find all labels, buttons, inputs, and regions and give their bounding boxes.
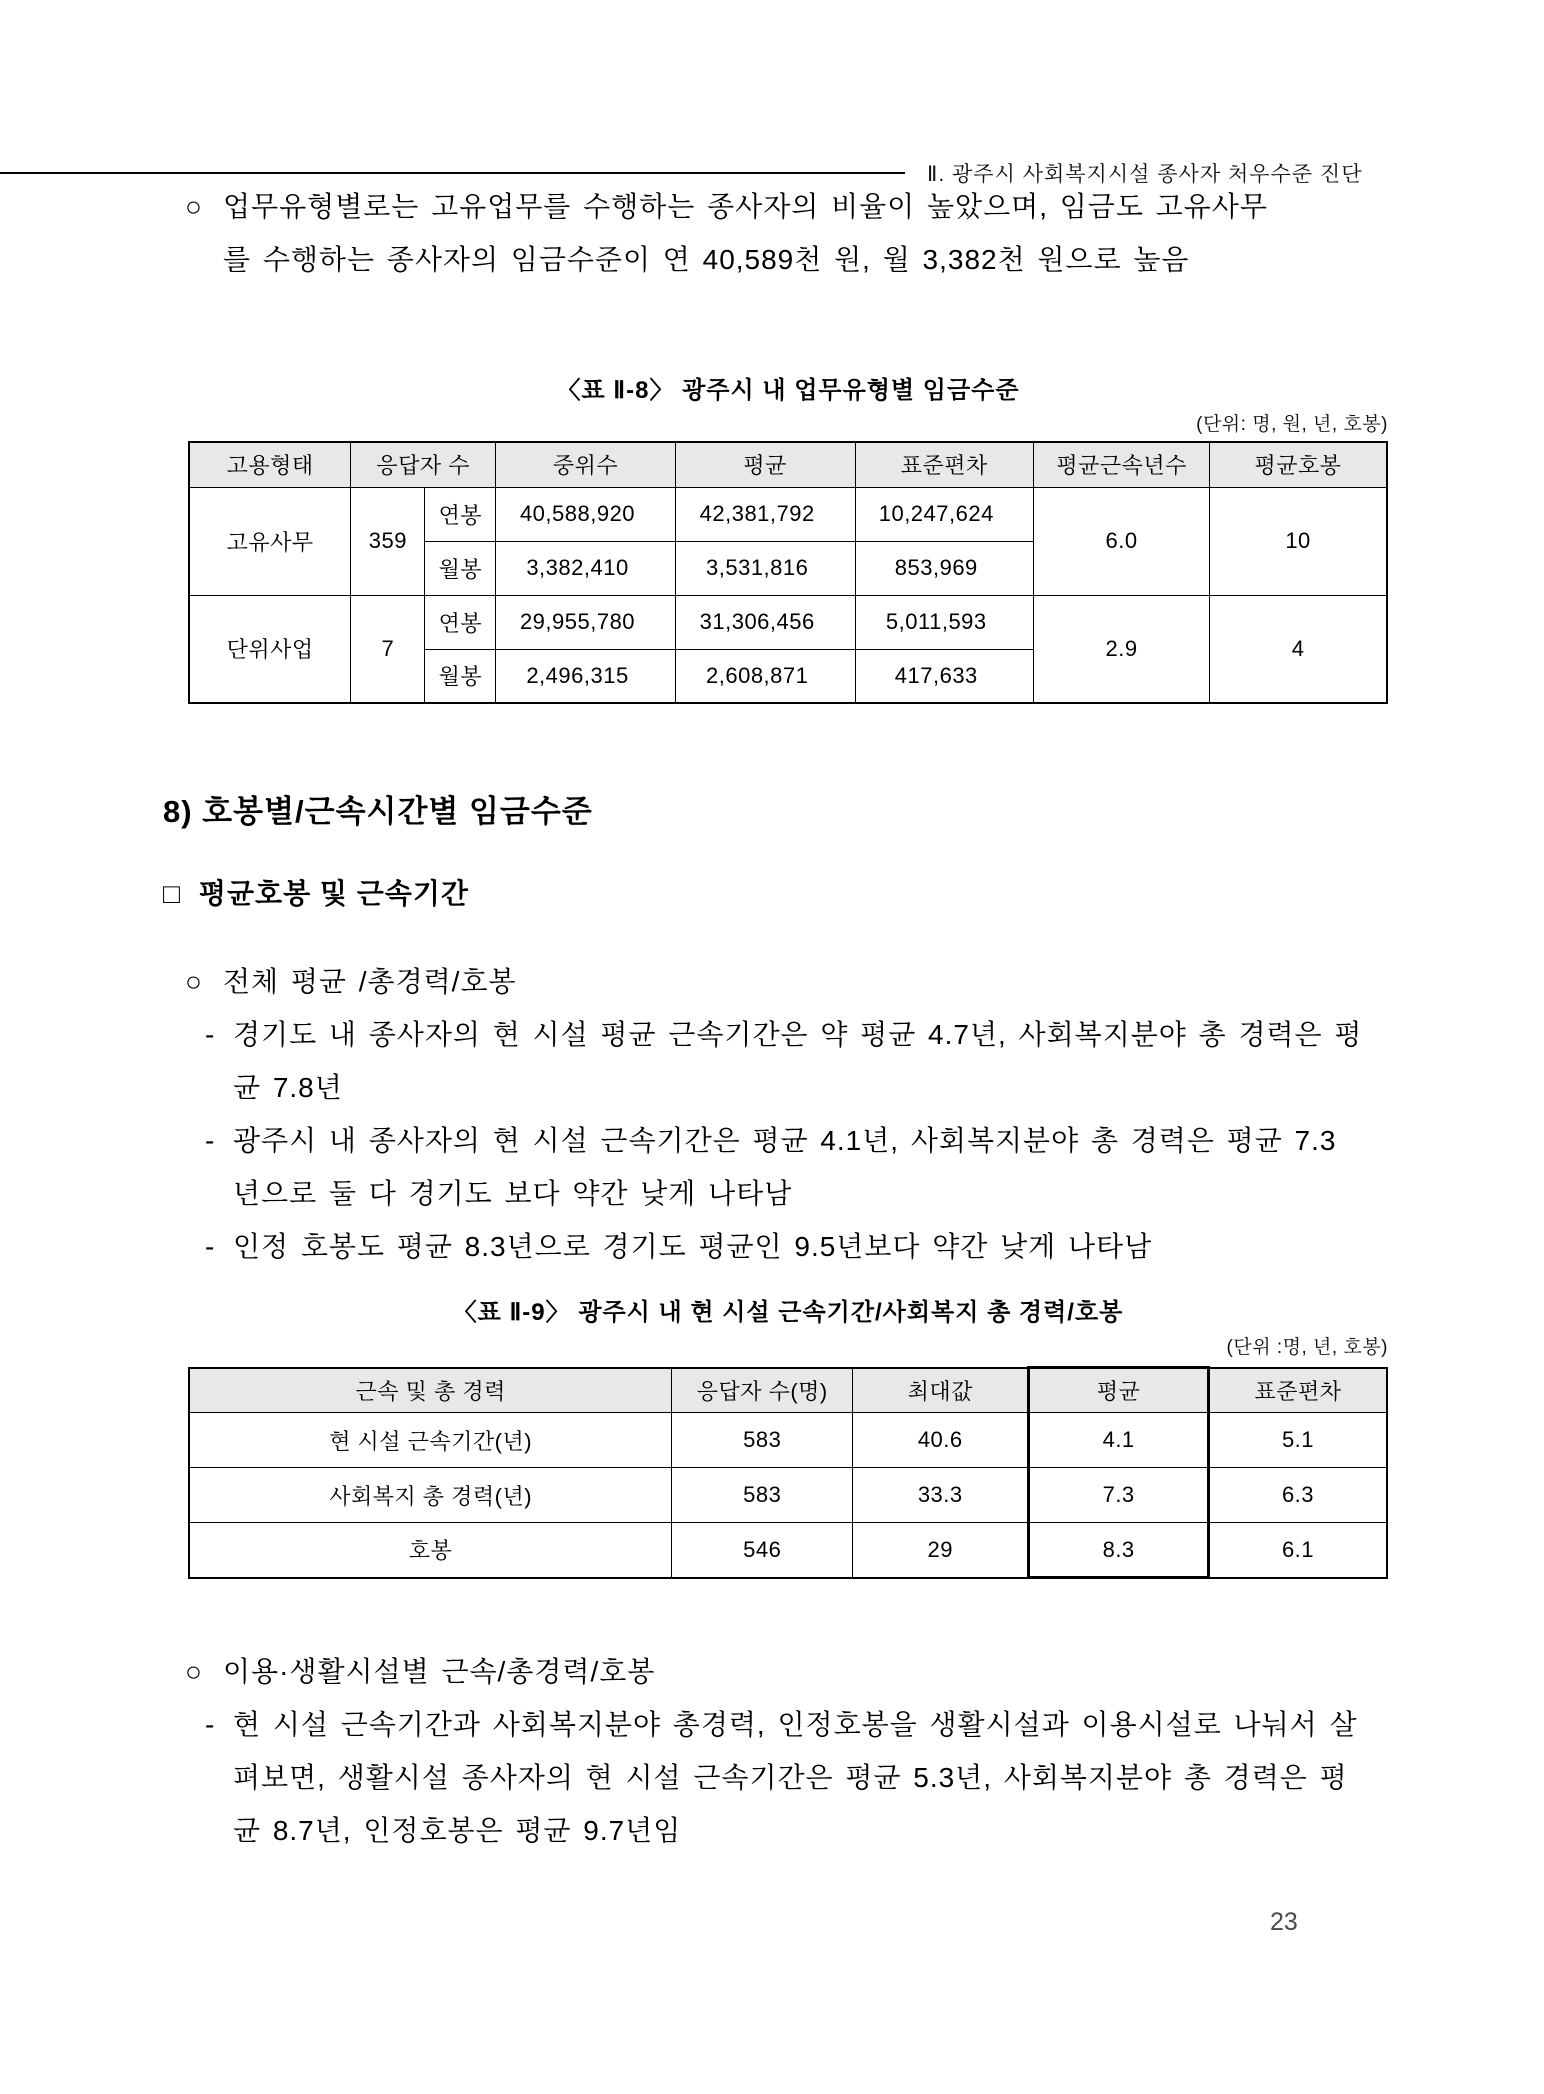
dash-item-text: 경기도 내 종사자의 현 시설 평균 근속기간은 약 평균 4.7년, 사회복지분야 총 경력은 평균 7.8년 (233, 1019, 1363, 1103)
t8-mean-monthly-1: 3,531,816 (675, 541, 855, 595)
dash-item-gwangjusi (205, 1114, 1390, 1220)
t9-h-respondents: 응답자 수(명) (672, 1368, 853, 1413)
t8-h-avg-step: 평균호봉 (1210, 442, 1387, 487)
t8-mean-monthly-2: 2,608,871 (675, 649, 855, 703)
table9-row-step (189, 1523, 1387, 1578)
t9-h-stdev: 표준편차 (1208, 1368, 1387, 1413)
t8-label-monthly-1: 월봉 (425, 541, 496, 595)
t8-stdev-monthly-2: 417,633 (855, 649, 1034, 703)
t8-tenure-1: 6.0 (1034, 487, 1210, 595)
t8-tenure-2: 2.9 (1034, 595, 1210, 703)
table9-header-row (189, 1368, 1387, 1413)
t9-cell-mean: 8.3 (1029, 1523, 1209, 1578)
facility-bullet-text: 이용·생활시설별 근속/총경력/호봉 (223, 1656, 656, 1687)
sub-heading-avg-step (163, 872, 469, 912)
t8-respondents-1: 359 (351, 487, 425, 595)
table8-header-row (189, 442, 1387, 487)
dash-item-text: 인정 호봉도 평균 8.3년으로 경기도 평균인 9.5년보다 약간 낮게 나타남 (233, 1231, 1153, 1262)
dash-bullet-marker: - (205, 1019, 216, 1050)
dash-bullet-marker: - (205, 1231, 216, 1262)
sub-heading-text: 평균호봉 및 근속기간 (198, 878, 469, 909)
t8-stdev-annual-1: 10,247,624 (855, 487, 1034, 541)
t9-cell: 33.3 (853, 1468, 1029, 1523)
t8-h-median: 중위수 (496, 442, 676, 487)
t8-h-mean: 평균 (675, 442, 855, 487)
t9-cell: 6.3 (1208, 1468, 1387, 1523)
t9-cell: 546 (672, 1523, 853, 1578)
intro-bullet (185, 180, 1390, 286)
dash-item-gyeonggido (205, 1008, 1390, 1114)
header-rule (0, 172, 905, 174)
t9-cell: 5.1 (1208, 1413, 1387, 1468)
intro-bullet-text: 업무유형별로는 고유업무를 수행하는 종사자의 비율이 높았으며, 임금도 고유사무를 수행하는 종사자의 임금수준이 연 40,589천 원, 월 3,382천 원으로 높음 (223, 191, 1268, 275)
facility-bullet (185, 1645, 1390, 1698)
dash-item-text: 광주시 내 종사자의 현 시설 근속기간은 평균 4.1년, 사회복지분야 총 경력은 평균 7.3년으로 둘 다 경기도 보다 약간 낮게 나타남 (233, 1125, 1337, 1209)
t8-respondents-2: 7 (351, 595, 425, 703)
t8-step-2: 4 (1210, 595, 1387, 703)
t8-stdev-annual-2: 5,011,593 (855, 595, 1034, 649)
t9-cell: 사회복지 총 경력(년) (189, 1468, 672, 1523)
t8-h-employment-type: 고용형태 (189, 442, 351, 487)
t8-label-annual-2: 연봉 (425, 595, 496, 649)
t9-cell: 호봉 (189, 1523, 672, 1578)
t8-type-1: 고유사무 (189, 487, 351, 595)
t8-label-monthly-2: 월봉 (425, 649, 496, 703)
chapter-title: Ⅱ. 광주시 사회복지시설 종사자 처우수준 진단 (927, 163, 1363, 186)
circle-bullet-marker: ○ (185, 1656, 203, 1687)
t8-label-annual-1: 연봉 (425, 487, 496, 541)
t8-type-2: 단위사업 (189, 595, 351, 703)
dash-item-facility (205, 1698, 1390, 1857)
page-number: 23 (1270, 1908, 1298, 1936)
table-wage-by-worktype (188, 441, 1388, 704)
t8-mean-annual-2: 31,306,456 (675, 595, 855, 649)
dash-item-text: 현 시설 근속기간과 사회복지분야 총경력, 인정호봉을 생활시설과 이용시설로 나눠서 살펴보면, 생활시설 종사자의 현 시설 근속기간은 평균 5.3년, 사회복지분야 총 경력은 평균 8.7년, 인정호봉은 평균 9.7년임 (233, 1709, 1358, 1846)
t8-h-stdev: 표준편차 (855, 442, 1034, 487)
t8-h-respondents: 응답자 수 (351, 442, 496, 487)
table8-title: 〈표 Ⅱ-8〉 광주시 내 업무유형별 임금수준 (556, 377, 1020, 404)
t9-h-max: 최대값 (853, 1368, 1029, 1413)
t8-stdev-monthly-1: 853,969 (855, 541, 1034, 595)
circle-bullet-marker: ○ (185, 966, 203, 997)
table8-row-gogyusamu-annual (189, 487, 1387, 541)
table9-row-career (189, 1468, 1387, 1523)
t8-median-monthly-2: 2,496,315 (496, 649, 676, 703)
table-tenure-career-step (188, 1366, 1388, 1579)
t8-median-annual-2: 29,955,780 (496, 595, 676, 649)
t8-median-monthly-1: 3,382,410 (496, 541, 676, 595)
dash-bullet-marker: - (205, 1709, 216, 1740)
t9-cell-mean: 4.1 (1029, 1413, 1209, 1468)
dash-item-hobong (205, 1220, 1390, 1273)
total-average-bullet-text: 전체 평균 /총경력/호봉 (223, 966, 517, 997)
t9-cell: 40.6 (853, 1413, 1029, 1468)
t8-mean-annual-1: 42,381,792 (675, 487, 855, 541)
t9-cell: 6.1 (1208, 1523, 1387, 1578)
table9-row-tenure (189, 1413, 1387, 1468)
t9-h-mean: 평균 (1029, 1368, 1209, 1413)
table9-unit-note: (단위 :명, 년, 호봉) (1226, 1337, 1388, 1358)
table8-unit-note: (단위: 명, 원, 년, 호봉) (1196, 414, 1388, 435)
table8-row-danwisaeop-annual (189, 595, 1387, 649)
square-bullet-marker: □ (163, 878, 181, 909)
table9-title: 〈표 Ⅱ-9〉 광주시 내 현 시설 근속기간/사회복지 총 경력/호봉 (452, 1299, 1124, 1326)
t8-h-avg-tenure: 평균근속년수 (1034, 442, 1210, 487)
dash-bullet-marker: - (205, 1125, 216, 1156)
t8-median-annual-1: 40,588,920 (496, 487, 676, 541)
t9-cell: 583 (672, 1413, 853, 1468)
circle-bullet-marker: ○ (185, 191, 203, 222)
t9-h-category: 근속 및 총 경력 (189, 1368, 672, 1413)
t9-cell: 29 (853, 1523, 1029, 1578)
t9-cell-mean: 7.3 (1029, 1468, 1209, 1523)
t9-cell: 583 (672, 1468, 853, 1523)
t8-step-1: 10 (1210, 487, 1387, 595)
total-average-bullet (185, 955, 1390, 1008)
section-heading-8: 8) 호봉별/근속시간별 임금수준 (163, 794, 593, 829)
t9-cell: 현 시설 근속기간(년) (189, 1413, 672, 1468)
